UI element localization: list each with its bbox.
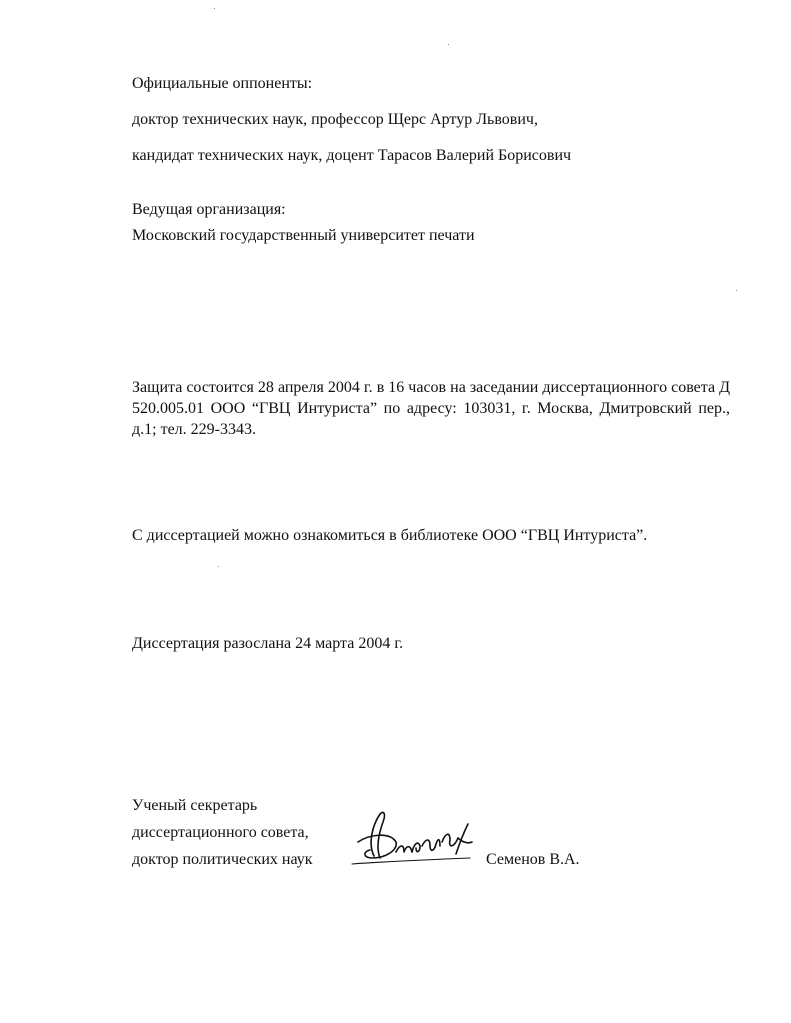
- secretary-council: диссертационного совета,: [132, 824, 309, 841]
- scan-speck: [214, 8, 215, 9]
- scan-speck: [736, 290, 737, 291]
- library-paragraph: С диссертацией можно ознакомиться в библиотеке ООО “ГВЦ Интуриста”.: [132, 527, 648, 544]
- lead-org-name: Московский государственный университет печати: [132, 227, 475, 244]
- scan-speck: [448, 44, 449, 45]
- handwritten-signature: [350, 808, 475, 870]
- secretary-name: Семенов В.А.: [486, 851, 580, 868]
- defense-paragraph: Защита состоится 28 апреля 2004 г. в 16 часов на заседании диссертационного совета Д 520.005.01 ООО “ГВЦ Интуриста” по адресу: 103031, г. Москва, Дмитровский пер., д.1; тел. 229-3343.: [132, 379, 730, 438]
- lead-org-heading: Ведущая организация:: [132, 201, 286, 218]
- scan-speck: [218, 566, 219, 567]
- opponent-second: кандидат технических наук, доцент Тарасов Валерий Борисович: [132, 147, 572, 164]
- secretary-title: Ученый секретарь: [132, 797, 258, 814]
- secretary-degree: доктор политических наук: [132, 851, 313, 868]
- opponents-heading: Официальные оппоненты:: [132, 75, 313, 92]
- opponent-first: доктор технических наук, профессор Щерс Артур Львович,: [132, 111, 538, 128]
- dispatch-date: Диссертация разослана 24 марта 2004 г.: [132, 635, 404, 652]
